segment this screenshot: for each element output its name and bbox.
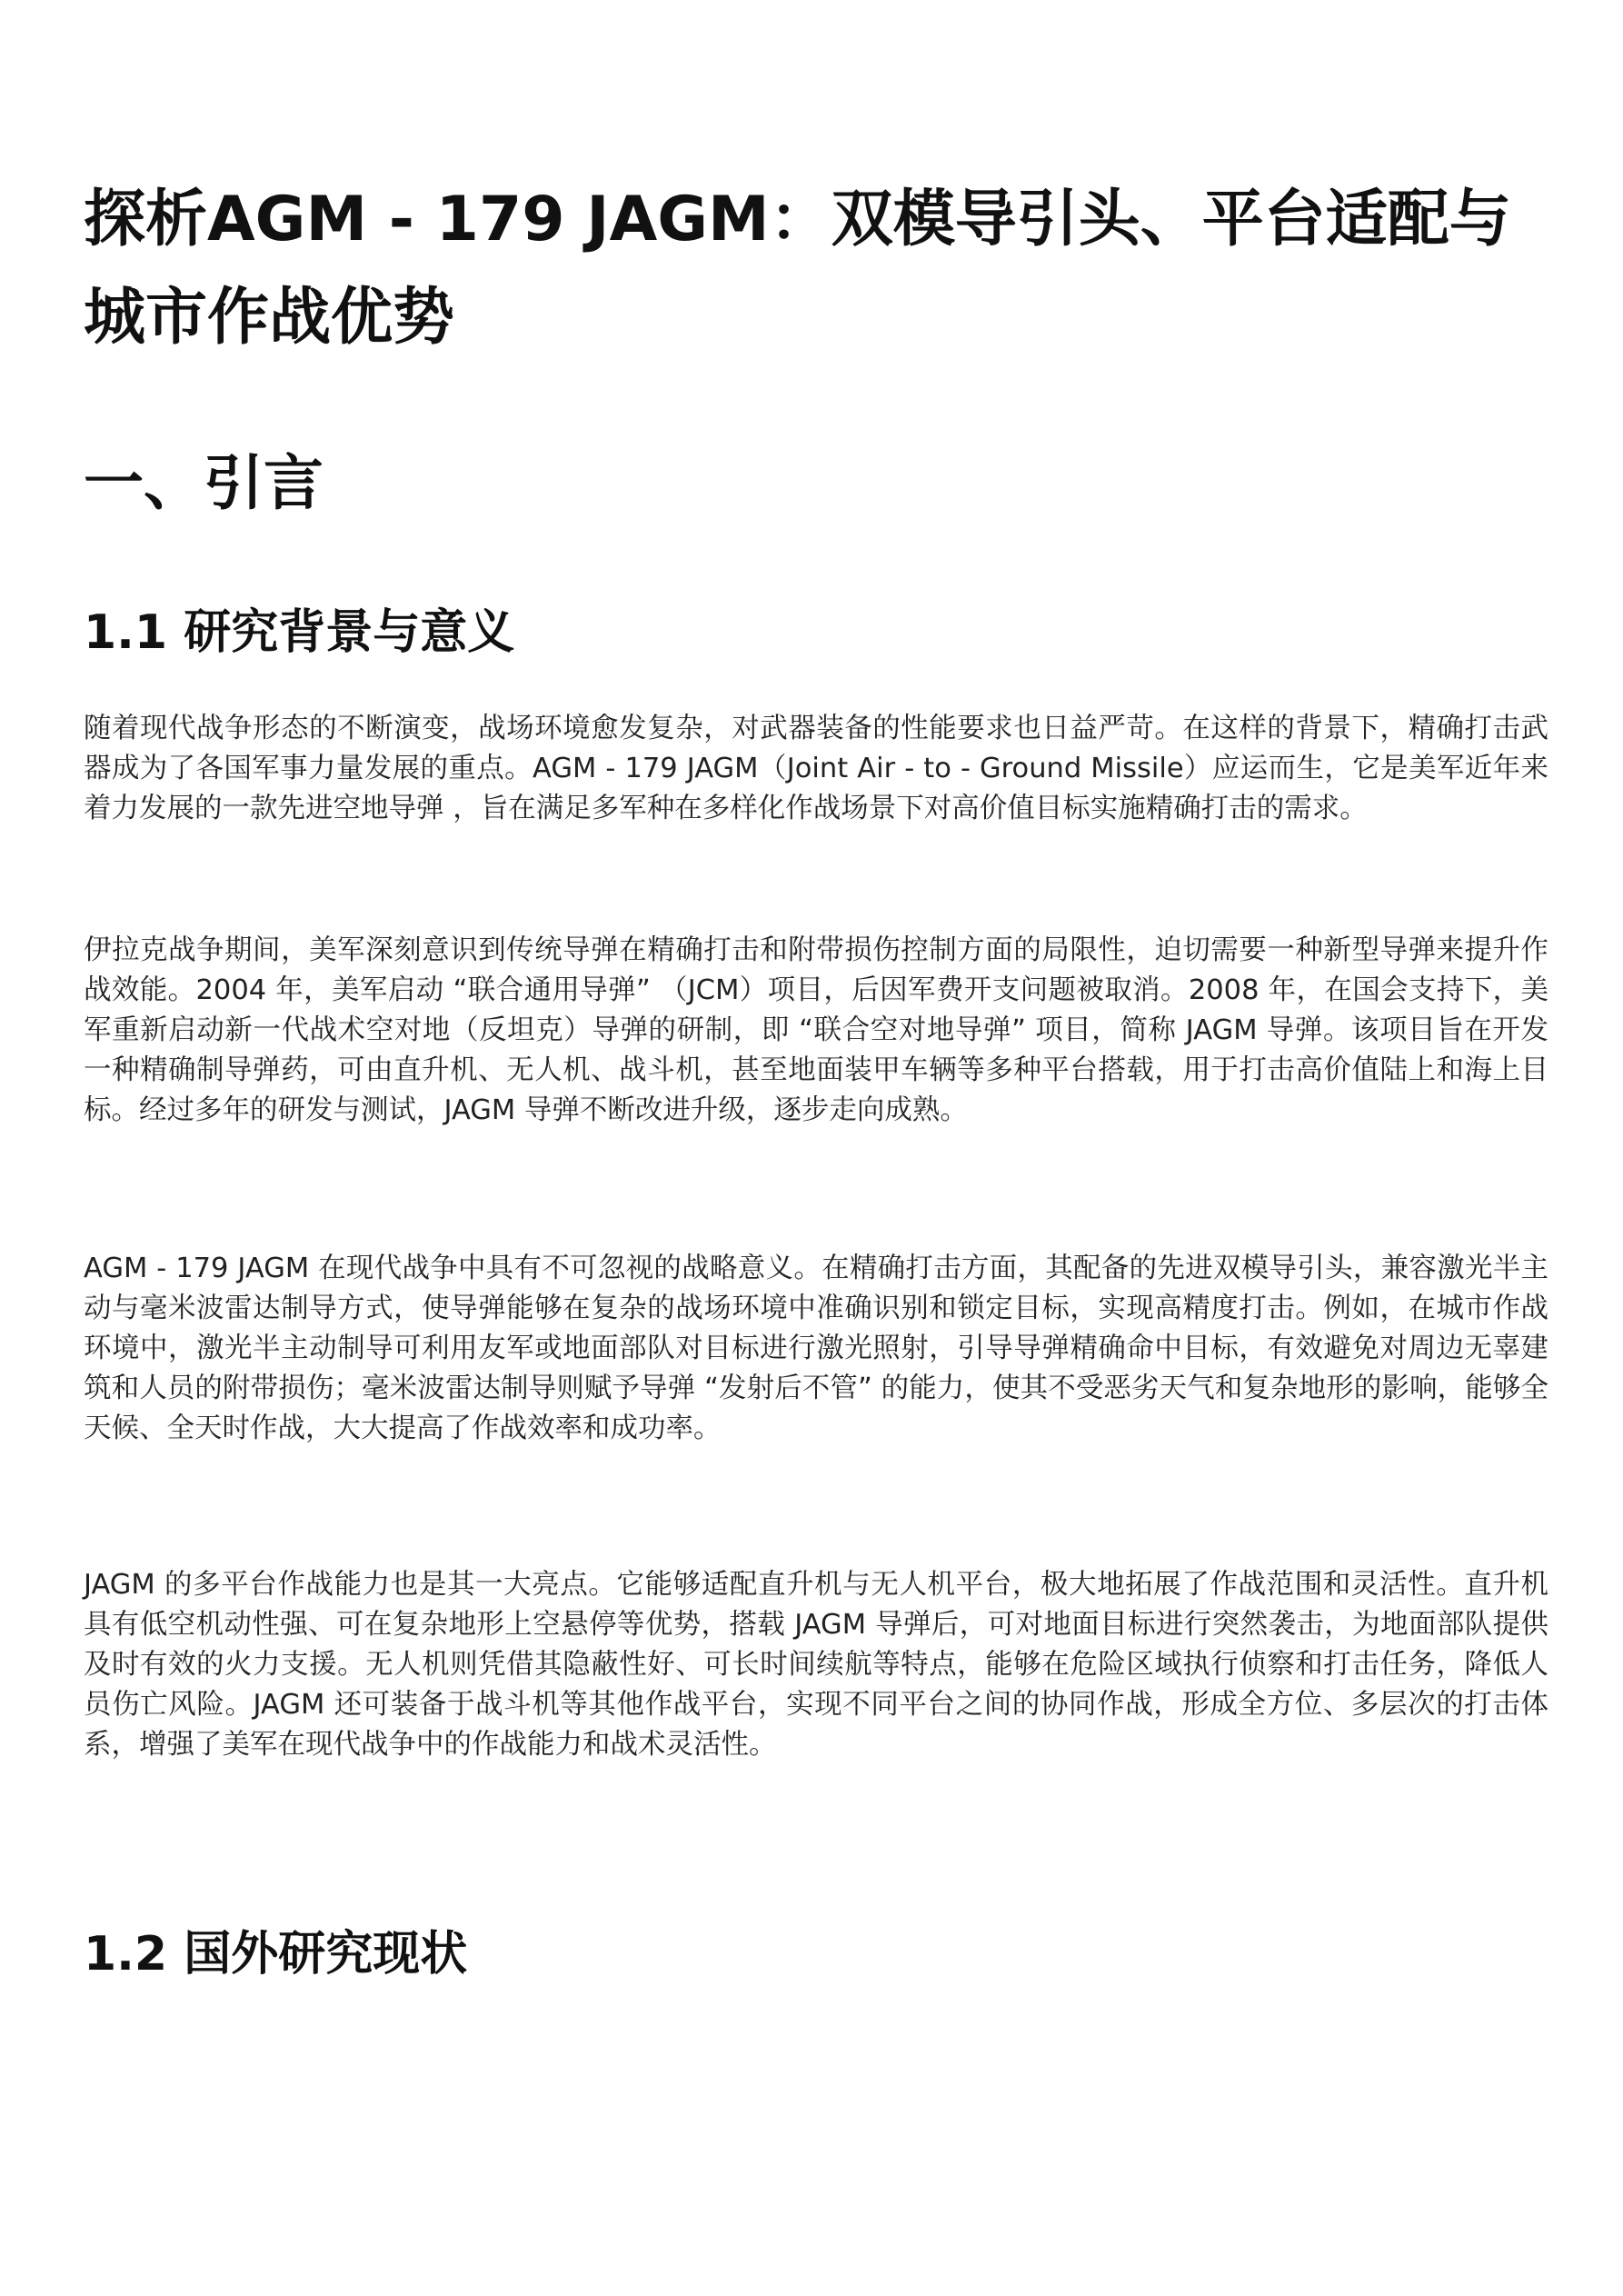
paragraph-background-3: AGM - 179 JAGM 在现代战争中具有不可忽视的战略意义。在精确打击方面，其配备的先进双模导引头，兼容激光半主动与毫米波雷达制导方式，使导弹能够在复杂的战场环境中准确识别和锁定目标，实现高精度打击。例如，在城市作战环境中，激光半主动制导可利用友军或地面部队对目标进行激光照射，引导导弹精确命中目标，有效避免对周边无辜建筑和人员的附带损伤；毫米波雷达制导则赋予导弹 “发射后不管” 的能力，使其不受恶劣天气和复杂地形的影响，能够全天候、全天时作战，大大提高了作战效率和成功率。 xyxy=(84,1253,1548,1444)
subsection-heading-foreign-research: 1.2 国外研究现状 xyxy=(84,1927,468,1982)
paragraph-background-2: 伊拉克战争期间，美军深刻意识到传统导弹在精确打击和附带损伤控制方面的局限性，迫切需要一种新型导弹来提升作战效能。2004 年，美军启动 “联合通用导弹” （JCM）项目，后因军费开支问题被取消。2008 年，在国会支持下，美军重新启动新一代战术空对地（反坦克）导弹的研制，即 “联合空对地导弹” 项目，简称 JAGM 导弹。该项目旨在开发一种精确制导弹药，可由直升机、无人机、战斗机，甚至地面装甲车辆等多种平台搭载，用于打击高价值陆上和海上目标。经过多年的研发与测试，JAGM 导弹不断改进升级，逐步走向成熟。 xyxy=(84,934,1548,1126)
paragraph-background-4: JAGM 的多平台作战能力也是其一大亮点。它能够适配直升机与无人机平台，极大地拓展了作战范围和灵活性。直升机具有低空机动性强、可在复杂地形上空悬停等优势，搭载 JAGM 导弹后，可对地面目标进行突然袭击，为地面部队提供及时有效的火力支援。无人机则凭借其隐蔽性好、可长时间续航等特点，能够在危险区域执行侦察和打击任务，降低人员伤亡风险。JAGM 还可装备于战斗机等其他作战平台，实现不同平台之间的协同作战，形成全方位、多层次的打击体系，增强了美军在现代战争中的作战能力和战术灵活性。 xyxy=(84,1569,1548,1761)
section-heading-introduction: 一、引言 xyxy=(84,448,324,518)
subsection-heading-background: 1.1 研究背景与意义 xyxy=(84,605,515,660)
paragraph-background-1: 随着现代战争形态的不断演变，战场环境愈发复杂，对武器装备的性能要求也日益严苛。在这样的背景下，精确打击武器成为了各国军事力量发展的重点。AGM - 179 JAGM（Joint Air - to - Ground Missile）应运而生，它是美军近年来着力发展的一款先进空地导弹 ，旨在满足多军种在多样化作战场景下对高价值目标实施精确打击的需求。 xyxy=(84,713,1548,824)
document-title: 探析AGM - 179 JAGM：双模导引头、平台适配与城市作战优势 xyxy=(84,184,1511,354)
